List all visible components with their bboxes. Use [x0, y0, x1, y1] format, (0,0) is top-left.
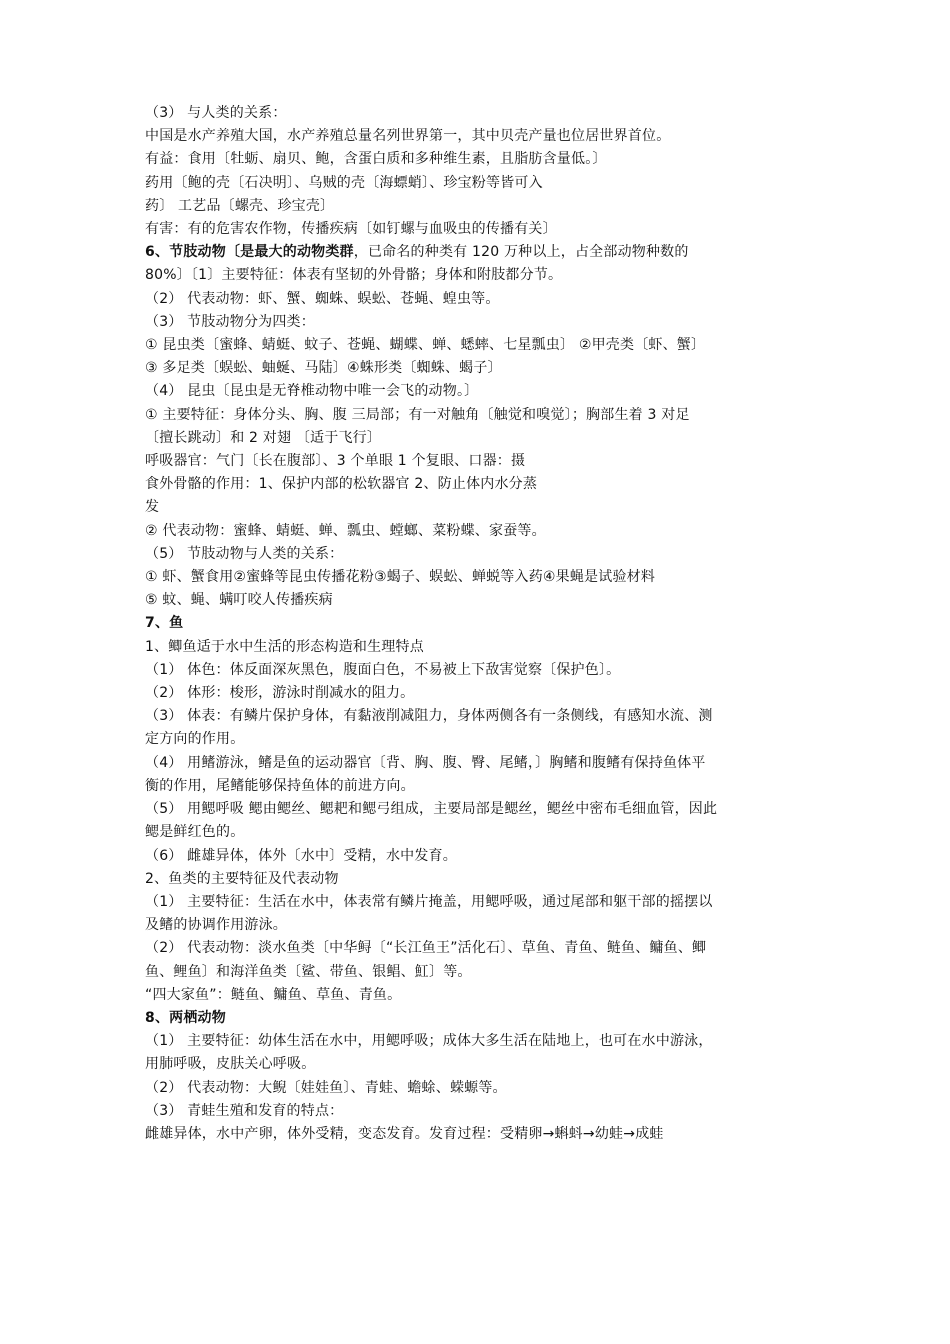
- text-line: 1、鲫鱼适于水中生活的形态构造和生理特点: [145, 638, 424, 655]
- text-line: 药〕 工艺品〔螺壳、珍宝壳〕: [145, 197, 335, 214]
- text-line: “四大家鱼”：鲢鱼、鳙鱼、草鱼、青鱼。: [145, 986, 402, 1003]
- section-heading-line: [145, 241, 813, 264]
- text-line: 定方向的作用。: [145, 731, 245, 748]
- document-page: [145, 102, 813, 1146]
- text-line: 发: [145, 499, 160, 516]
- text-line: ① 主要特征：身体分头、胸、腹 三局部；有一对触角〔触觉和嗅觉〕；胸部生着 3 对足: [145, 406, 690, 423]
- text-line: （1） 体色：体反面深灰黑色，腹面白色，不易被上下敌害觉察〔保护色〕。: [145, 661, 621, 678]
- text-line: （2） 体形：梭形，游泳时削减水的阻力。: [145, 685, 415, 702]
- text-line: （2） 代表动物：淡水鱼类〔中华鲟〔“长江鱼王”活化石〕、草鱼、青鱼、鲢鱼、鳙鱼、鲫: [145, 940, 707, 957]
- text-line: 有害：有的危害农作物，传播疾病〔如钉螺与血吸虫的传播有关〕: [145, 221, 557, 238]
- text-line: 80%〕〔1〕主要特征：体表有坚韧的外骨骼；身体和附肢都分节。: [145, 267, 563, 284]
- text-line: （4） 用鳍游泳，鳍是鱼的运动器官〔背、胸、腹、臀、尾鳍，〕胸鳍和腹鳍有保持鱼体平: [145, 754, 706, 771]
- text-line: 有益：食用〔牡蛎、扇贝、鲍，含蛋白质和多种维生素，且脂肪含量低。〕: [145, 151, 607, 168]
- text-line: （3） 体表：有鳞片保护身体，有黏液削减阻力，身体两侧各有一条侧线，有感知水流、测: [145, 708, 713, 725]
- text-line: 及鳍的协调作用游泳。: [145, 917, 287, 934]
- text-line: 食外骨骼的作用：1、保护内部的松软器官 2、防止体内水分蒸: [145, 476, 538, 493]
- text-line: （3） 节肢动物分为四类：: [145, 313, 315, 330]
- text-line: ② 代表动物：蜜蜂、蜻蜓、蝉、瓢虫、螳螂、菜粉蝶、家蚕等。: [145, 522, 546, 539]
- text-line: （1） 主要特征：幼体生活在水中，用鳃呼吸；成体大多生活在陆地上，也可在水中游泳，: [145, 1033, 713, 1050]
- text-line: 2、鱼类的主要特征及代表动物: [145, 870, 339, 887]
- text-line: 中国是水产养殖大国，水产养殖总量名列世界第一，其中贝壳产量也位居世界首位。: [145, 128, 671, 145]
- text-line: 用肺呼吸，皮肤关心呼吸。: [145, 1056, 316, 1073]
- text-line: （2） 代表动物：大鲵〔娃娃鱼〕、青蛙、蟾蜍、蝾螈等。: [145, 1079, 507, 1096]
- text-line: 〔擅长跳动〕和 2 对翅 〔适于飞行〕: [145, 429, 382, 446]
- text-line: （2） 代表动物：虾、蟹、蜘蛛、蜈蚣、苍蝇、蝗虫等。: [145, 290, 500, 307]
- text-line: （3） 青蛙生殖和发育的特点：: [145, 1102, 344, 1119]
- text-line: （5） 用鳃呼吸 鳃由鳃丝、鳃耙和鳃弓组成，主要局部是鳃丝，鳃丝中密布毛细血管，因此: [145, 801, 718, 818]
- text-line: （4） 昆虫〔昆虫是无脊椎动物中唯一会飞的动物。〕: [145, 383, 479, 400]
- text-line: （1） 主要特征：生活在水中，体表常有鳞片掩盖，用鳃呼吸，通过尾部和躯干部的摇摆以: [145, 893, 713, 910]
- text-line: 药用〔鲍的壳〔石决明〕、乌贼的壳〔海螵蛸〕、珍宝粉等皆可入: [145, 174, 543, 191]
- text-line: ① 昆虫类〔蜜蜂、蜻蜓、蚊子、苍蝇、蝴蝶、蝉、蟋蟀、七星瓢虫〕 ②甲壳类〔虾、蟹〕: [145, 337, 706, 354]
- text-line: （6） 雌雄异体，体外〔水中〕受精，水中发育。: [145, 847, 457, 864]
- text-line: （5） 节肢动物与人类的关系：: [145, 545, 344, 562]
- text-line: 衡的作用，尾鳍能够保持鱼体的前进方向。: [145, 777, 415, 794]
- text-line: 呼吸器官：气门〔长在腹部〕、3 个单眼 1 个复眼、口器：摄: [145, 453, 526, 470]
- text-line: ③ 多足类〔蜈蚣、蚰蜒、马陆〕④蛛形类〔蜘蛛、蝎子〕: [145, 360, 502, 377]
- text-line: 鱼、鲤鱼〕和海洋鱼类〔鲨、带鱼、银鲳、魟〕等。: [145, 963, 472, 980]
- text-line: ① 虾、蟹食用②蜜蜂等昆虫传播花粉③蝎子、蜈蚣、蝉蜕等入药④果蝇是试验材料: [145, 569, 656, 586]
- section-heading: 8、两栖动物: [145, 1009, 226, 1026]
- text-line: 鳃是鲜红色的。: [145, 824, 245, 841]
- section-heading: 7、鱼: [145, 615, 184, 632]
- heading-bold-part: 6、节肢动物〔是最大的动物类群: [145, 244, 354, 261]
- text-line: ⑤ 蚊、蝇、螨叮咬人传播疾病: [145, 592, 333, 609]
- heading-normal-part: ，已命名的种类有 120 万种以上，占全部动物种数的: [353, 244, 689, 261]
- text-line: 雌雄异体，水中产卵，体外受精，变态发育。发育过程：受精卵→蝌蚪→幼蛙→成蛙: [145, 1125, 664, 1142]
- text-line: （3） 与人类的关系：: [145, 105, 287, 121]
